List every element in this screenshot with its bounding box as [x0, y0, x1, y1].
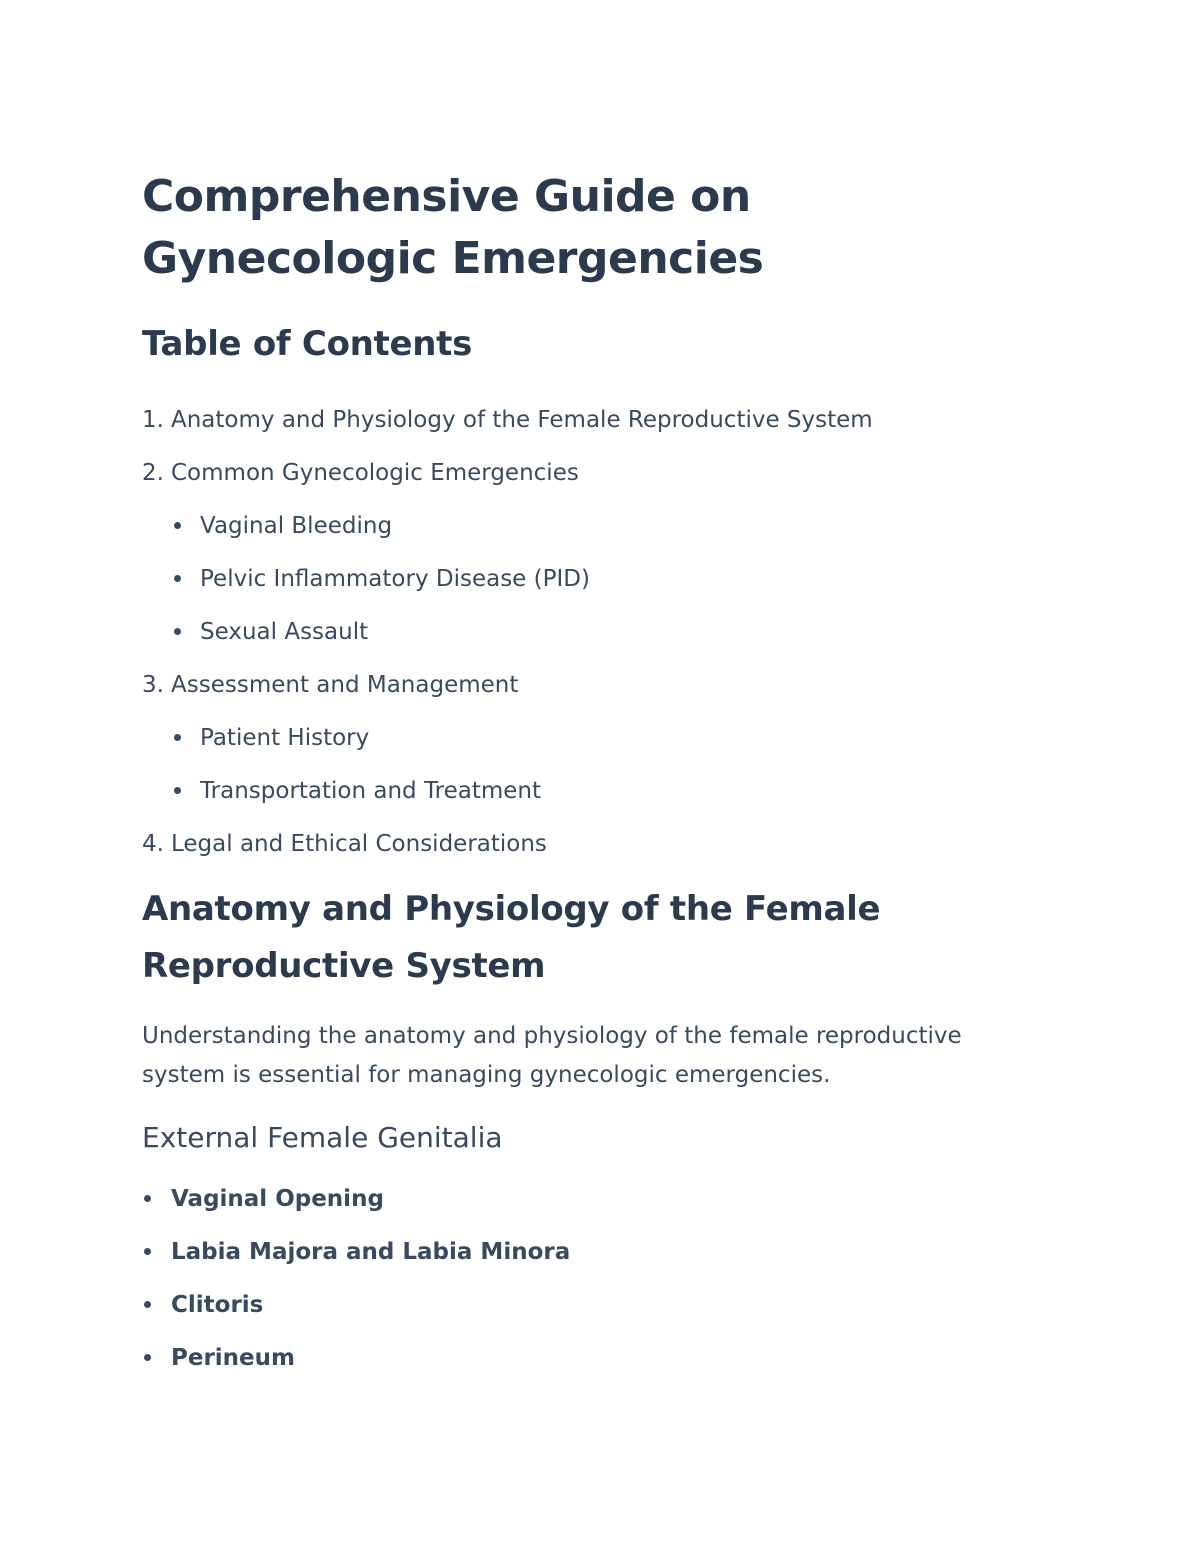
toc-item-common-emergencies[interactable]: [142, 447, 1042, 659]
list-item: [142, 1279, 1042, 1332]
list-item-label: Vaginal Opening: [171, 1186, 384, 1212]
toc-number: 4.: [142, 831, 164, 857]
bullet-icon: [144, 1354, 151, 1361]
toc-number: 3.: [142, 672, 164, 698]
bullet-icon: [174, 575, 181, 582]
bullet-icon: [144, 1248, 151, 1255]
toc-subitem-pid[interactable]: [172, 553, 1042, 606]
bullet-icon: [144, 1195, 151, 1202]
toc-number: 2.: [142, 460, 164, 486]
document-content: [142, 166, 1042, 1385]
toc-subitem-transportation[interactable]: [172, 765, 1042, 818]
toc-subitem-label: Transportation and Treatment: [200, 778, 542, 804]
toc-subitem-label: Vaginal Bleeding: [200, 513, 393, 539]
toc-label: Assessment and Management: [171, 672, 519, 698]
toc-subitem-label: Pelvic Inflammatory Disease (PID): [200, 566, 590, 592]
list-item-label: Labia Majora and Labia Minora: [171, 1239, 571, 1265]
external-genitalia-list: [142, 1173, 1042, 1385]
list-item: [142, 1332, 1042, 1385]
toc-label: Common Gynecologic Emergencies: [171, 460, 579, 486]
bullet-icon: [174, 522, 181, 529]
toc-sublist: [142, 500, 1042, 659]
toc-item-anatomy[interactable]: [142, 394, 1042, 447]
toc-subitem-vaginal-bleeding[interactable]: [172, 500, 1042, 553]
document-title: Comprehensive Guide on Gynecologic Emergencies: [142, 171, 764, 284]
toc-label: Legal and Ethical Considerations: [171, 831, 547, 857]
bullet-icon: [174, 628, 181, 635]
bullet-icon: [174, 734, 181, 741]
section-heading-anatomy: Anatomy and Physiology of the Female Reproductive System: [142, 889, 881, 986]
list-item: [142, 1173, 1042, 1226]
list-item-label: Clitoris: [171, 1292, 264, 1318]
list-item-label: Perineum: [171, 1345, 295, 1371]
toc-subitem-label: Patient History: [200, 725, 370, 751]
toc-subitem-label: Sexual Assault: [200, 619, 369, 645]
table-of-contents: [142, 394, 1042, 871]
subheading-external-genitalia: External Female Genitalia: [142, 1121, 503, 1154]
bullet-icon: [174, 787, 181, 794]
toc-item-assessment[interactable]: [142, 659, 1042, 818]
toc-subitem-sexual-assault[interactable]: [172, 606, 1042, 659]
toc-item-legal-ethical[interactable]: [142, 818, 1042, 871]
toc-sublist: [142, 712, 1042, 818]
list-item: [142, 1226, 1042, 1279]
toc-number: 1.: [142, 407, 164, 433]
toc-heading: Table of Contents: [142, 324, 473, 364]
bullet-icon: [144, 1301, 151, 1308]
toc-label: Anatomy and Physiology of the Female Reproductive System: [171, 407, 873, 433]
section-paragraph: Understanding the anatomy and physiology of the female reproductive system is essential for managing gynecologic emergencies.: [142, 1023, 962, 1088]
toc-subitem-patient-history[interactable]: [172, 712, 1042, 765]
